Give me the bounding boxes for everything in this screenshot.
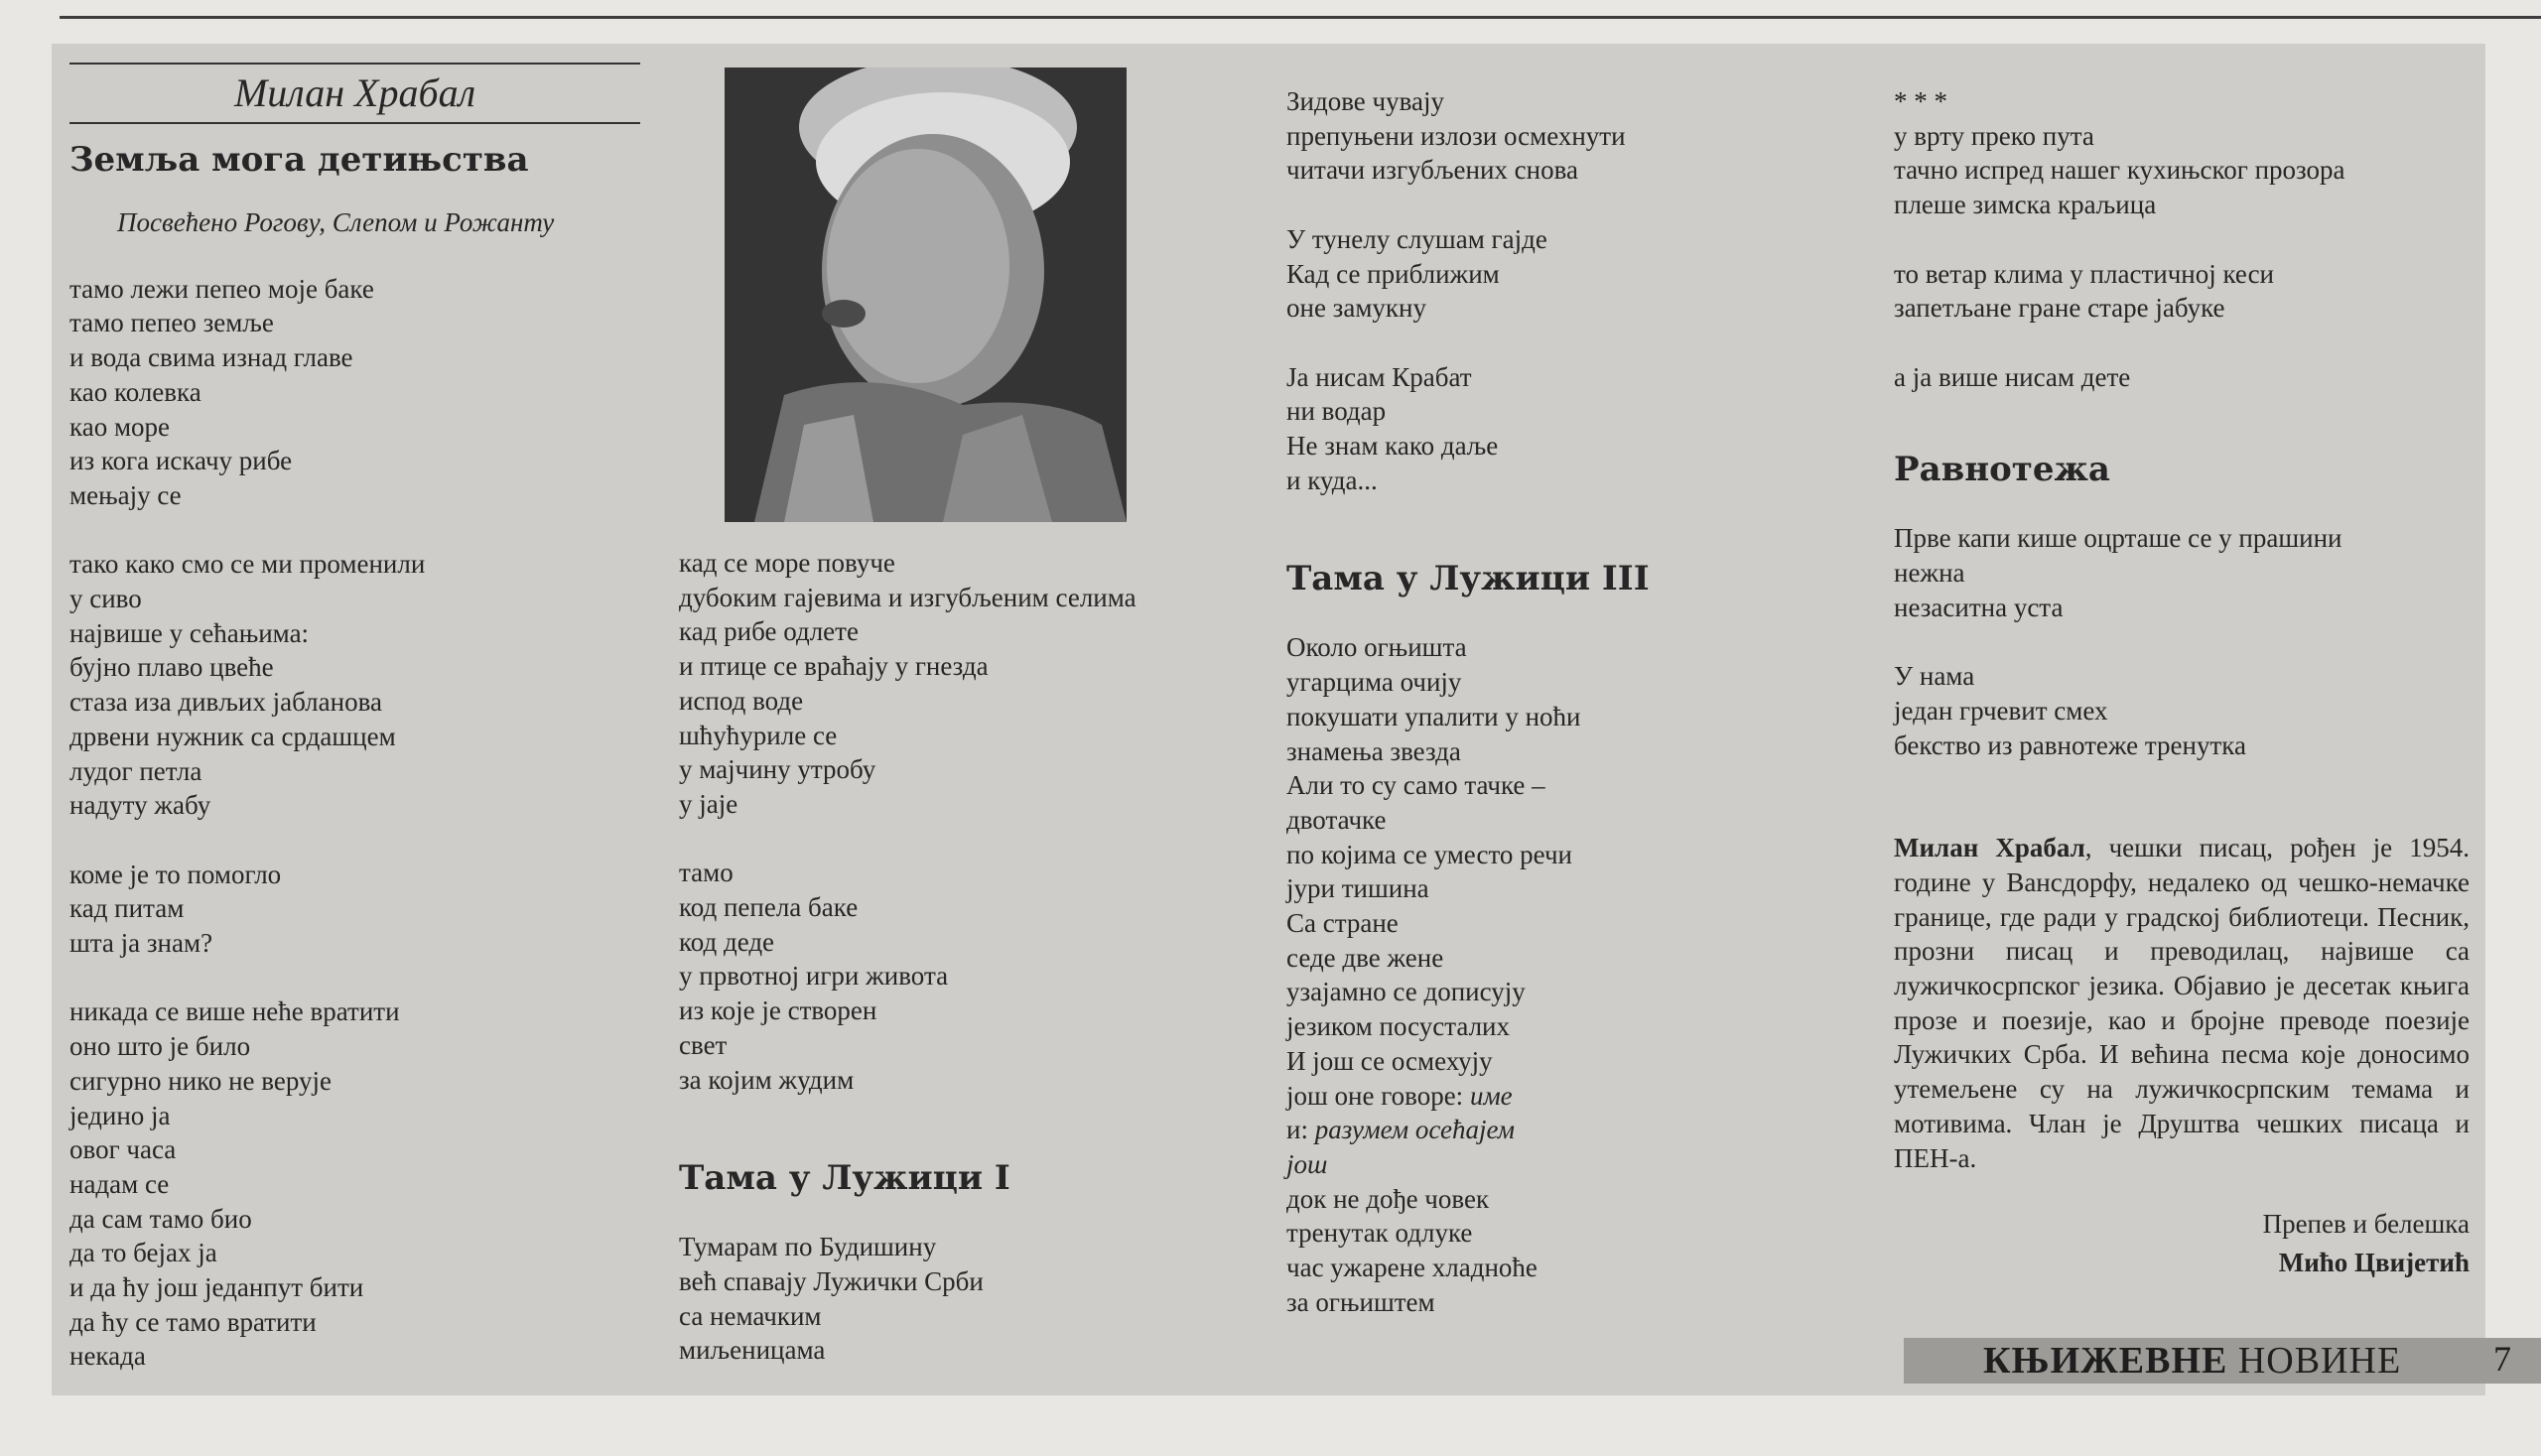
poem-title-tama-1: Тама у Лужици I [679,1158,1010,1199]
column-4 [1894,84,2470,1280]
stanza: кад се море повуче дубоким гајевима и изгубљеним селима кад рибе одлете и птице се враћају у гнезда испод воде шћућуриле се у мајчину утробу у јаје [679,548,1137,819]
stanza: тамо лежи пепео моје баке тамо пепео земље и вода свима изнад главе као колевка као море из кога искачу рибе мењају се [69,273,374,510]
stanza: то ветар клима у пластичној кеси запетљане гране старе јабуке [1894,258,2275,324]
stanza: Прве капи кише оцрташе се у прашини нежна незаситна уста [1894,523,2342,622]
stanza-italic: име [1469,1080,1513,1111]
stanza: коме је то помогло кад питам шта ја знам? [69,859,282,959]
portrait-image [725,67,1127,522]
stanza: Тумарам по Будишину већ спавају Лужички Срби са немачким миљеницама [679,1232,984,1366]
poem-title-tama-3: Тама у Лужици III [1286,559,1650,599]
poem-title-zemlja: Земља мога детињства [69,140,529,180]
stanza-text: Около огњишта угарцима очију покушати упалити у ноћи знамења звезда Али то су само тачке – двотачке по којима се уместо речи јури тишина Са стране седе две жене узајамно се дописују језиком посусталих И још се осмехују још оне говоре: [1286,632,1581,1111]
translator-name: Мићо Цвијетић [2278,1247,2470,1277]
dedication: Посвећено Рогову, Слепом и Рожанту [117,207,555,237]
stanza: никада се више неће вратити оно што је било сигурно нико не верује једино ја овог часа надам се да сам тамо био да то бејах ја и да ћу још једанпут бити да ћу се тамо вратити некада [69,996,400,1372]
stanza: Ја нисам Крабат ни водар Не знам како даље и куда... [1286,361,1499,495]
bio-text: , чешки писац, рођен је 1954. године у Вансдорфу, недалеко од чешко-немачке границе, где ради у градској библиотеци. Песник, прозни писац и преводилац, највише са лужичкосрпског језика. Објавио је десетак књига прозе и поезије, као и бројне преводе поезије Лужичких Срба. И већина песма које доносимо утемељене су на лужичкосрпским темама и мотивима. Члан је Друштва чешких писаца и ПЕН-а. [1894,833,2470,1173]
stanza [1286,630,1803,1319]
stanza: У тунелу слушам гајде Кад се приближим оне замукну [1286,223,1547,324]
stanza-text: док не дође човек тренутак одлуке час ужарене хладноће за огњиштем [1286,1183,1538,1317]
author-heading: Милан Храбал [69,63,640,124]
publication-name-bold: КЊИЖЕВНЕ [1983,1340,2228,1382]
column-2 [679,546,1235,1368]
author-photo [725,67,1127,522]
stanza: Зидове чувају препуњени излози осмехнути читачи изгубљених снова [1286,86,1626,186]
top-rule [60,16,2541,19]
stanza: * * * у врту преко пута тачно испред нашег кухињског прозора плеше зимска краљица [1894,86,2345,220]
stanza-text: и: [1286,1115,1308,1145]
stanza: тако како смо се ми променили у сиво највише у сећањима: бујно плаво цвеће стаза иза дивљих јабланова дрвени нужник са срдашцем лудог петла надуту жабу [69,549,426,821]
bio-author-name: Милан Храбал [1894,833,2085,863]
stanza-italic: разумем осећајем још [1286,1115,1516,1179]
page-number: 7 [2493,1339,2511,1379]
column-3 [1286,84,1803,1319]
publication-name-rest: НОВИНЕ [2227,1340,2402,1382]
stanza: тамо код пепела баке код деде у првотној игри живота из које је створен свет за којим жудим [679,858,949,1095]
translation-credit: Препев и белешка [2262,1209,2470,1240]
stanza: У нама један грчевит смех бекство из равнотеже тренутка [1894,661,2246,760]
publication-name [1983,1338,2401,1384]
author-bio [1894,831,2470,1175]
column-1 [69,63,640,1374]
stanza: а ја више нисам дете [1894,361,2131,392]
poem-title-ravnotezha: Равнотежа [1894,450,2110,490]
